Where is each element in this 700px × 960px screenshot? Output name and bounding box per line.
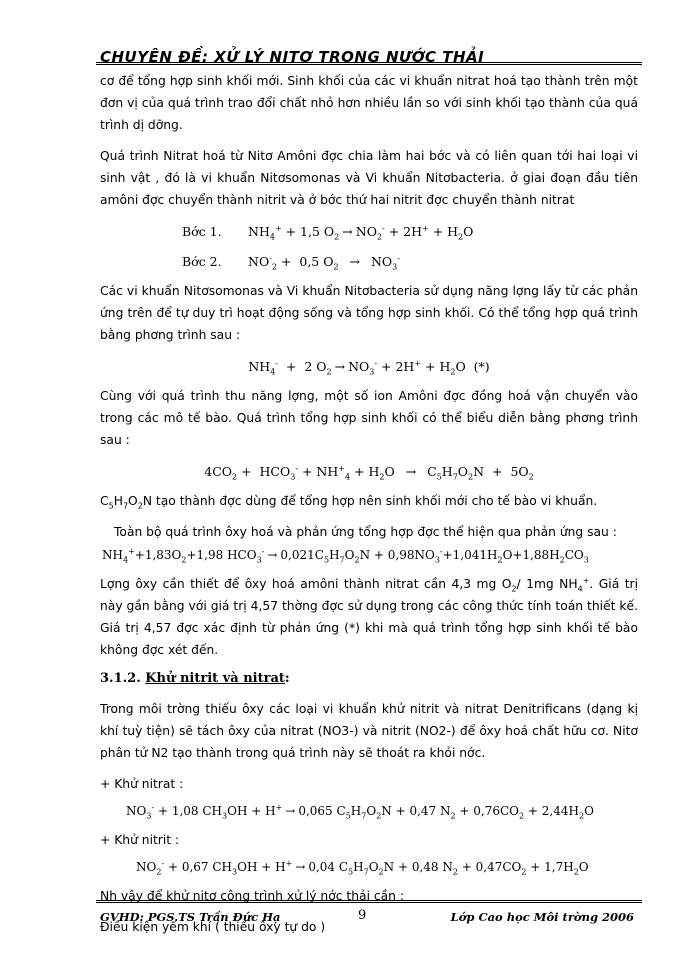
- paragraph-1: cơ để tổng hợp sinh khối mới. Sinh khối của các vi khuẩn nitrat hoá tạo thành trên một đơn vị của quá trình trao đổi chất nhỏ hơn nhiều lần so với sinh khối tạo thành của quá trình dị dỡng.: [100, 74, 638, 132]
- paragraph-12: Điều kiện yếm khí ( thiếu ôxy tự do ): [100, 920, 326, 934]
- section-heading: [100, 671, 638, 686]
- paragraph-11: Nh vậy để khử nitơ công trình xử lý nớc thải cần :: [100, 889, 405, 903]
- step-1-label: Bớc 1.: [182, 224, 222, 239]
- footer-class: Lớp Cao học Môi trờng 2006: [450, 910, 634, 924]
- paragraph-7-b: / 1mg NH: [516, 577, 578, 591]
- equation-step-2: Bớc 2. $NO^-_2 + 0,5$ $O_2 \to NO_3^-$: [100, 250, 638, 274]
- paragraph-8: Trong môi trờng thiếu ôxy các loại vi khuẩn khử nitrit và nitrat Denitrificans (dạng kị khí tuỳ tiện) sẽ tách ôxy của nitrat (NO3-) và nitrit (NO2-) để ôxy hoá chất hữu cơ. Nitơ phân tử N2 tạo thành trong quá trình này sẽ thoát ra khỏi nớc.: [100, 702, 638, 760]
- page-number: 9: [358, 908, 367, 923]
- page-content: [100, 70, 638, 947]
- paragraph-9: + Khử nitrat :: [100, 777, 184, 791]
- paragraph-2: Quá trình Nitrat hoá từ Nitơ Amôni đợc chia làm hai bớc và có liên quan tới hai loại vi sinh vật , đó là vi khuẩn Nitơsomonas và Vi khuẩn Nitơbacteria. ở giai đoạn đầu tiên amôni đợc chuyển thành nitrit và ở bớc thứ hai nitrit đợc chuyển thành nitrat: [100, 149, 638, 207]
- paragraph-3: Các vi khuẩn Nitơsomonas và Vi khuẩn Nitơbacteria sử dụng năng lợng lấy từ các phản ứng trên để tự duy trì hoạt động sống và tổng hợp sinh khối. Có thể tổng hợp quá trình bằng phơng trình sau :: [100, 284, 638, 342]
- page-footer: [100, 908, 640, 930]
- equation-star: (*): [473, 359, 490, 374]
- paragraph-7-a: Lợng ôxy cần thiết để ôxy hoá amôni thành nitrat cần 4,3 mg O: [100, 577, 512, 591]
- section-title: Khử nitrit và nitrat: [145, 671, 285, 686]
- step-2-label: Bớc 2.: [182, 254, 222, 269]
- paragraph-4: Cùng với quá trình thu năng lợng, một số ion Amôni đợc đồng hoá vận chuyển vào trong các mô tế bào. Quá trình tổng hợp sinh khối có thể biểu diễn bằng phơng trình sau :: [100, 389, 638, 447]
- paragraph-5: $C_5H_7O_2N$ tạo thành đợc dùng để tổng hợp nên sinh khối mới cho tế bào vi khuẩn.: [100, 494, 598, 511]
- paragraph-6: Toàn bộ quá trình ôxy hoá và phản ứng tổng hợp đợc thể hiện qua phản ứng sau :: [114, 525, 617, 539]
- paragraph-7: Lợng ôxy cần thiết để ôxy hoá amôni thành nitrat cần 4,3 mg $O_2/$ 1mg $NH_4^+$. Giá trị này gần bằng với giá trị 4,57 thờng đợc sử dụng trong các công thức tính toán thiết kế. Giá trị 4,57 đợc xác định từ phản ứng (*) khi mà quá trình tổng hợp sinh khối tế bào không đợc xét đến.: [100, 575, 638, 657]
- paragraph-10: + Khử nitrit :: [100, 833, 180, 847]
- footer-rule: [96, 900, 642, 903]
- section-colon: :: [284, 671, 290, 686]
- equation-full: $NH_4^++1,83O_2+1,98$ $HCO_3^- \to 0,021C_5H_7O_2N + 0,98NO_3^-+1,041H_2O+1,88H_2CO_3$: [102, 547, 589, 565]
- paragraph-7-c: . Giá trị này gần bằng với giá trị 4,57 thờng đợc sử dụng trong các công thức tính toán thiết kế. Giá trị 4,57 đợc xác định từ phản ứng (*) khi mà quá trình tổng hợp sinh khối tế bào không đợc xét đến.: [100, 577, 638, 657]
- section-number: 3.1.2.: [100, 671, 141, 686]
- equation-overall: $NH_4^- + 2$ $O_2 \to NO_3^- + 2H^+ + H_2O$ (*): [248, 358, 490, 377]
- equation-denitrite: $NO_2^- + 0,67$ $CH_3OH + H^+ \to 0,04$ $C_5H_7O_2N + 0,48$ $N_2 + 0,47CO_2 + 1,7H_2O$: [136, 859, 589, 877]
- header-rule: [96, 62, 642, 65]
- equation-step-1: Bớc 1. $NH_4^+ + 1,5$ $O_2 \to NO_2^- + 2H^+ + H_2O$: [100, 220, 638, 244]
- equation-synthesis: $4CO_2 + HCO_3^- + NH^+_4 + H_2O \to C_5H_7O_2N + 5O_2$: [204, 463, 534, 482]
- header-title: CHUYÊN ĐỀ: XỬ LÝ NITƠ TRONG NƯỚC THẢI: [100, 48, 485, 66]
- footer-advisor: GVHD: PGS.TS Trần Đức Hạ: [100, 910, 281, 924]
- paragraph-5-text: tạo thành đợc dùng để tổng hợp nên sinh khối mới cho tế bào vi khuẩn.: [152, 494, 598, 508]
- equation-denitrate: $NO_3^- + 1,08$ $CH_3OH + H^+ \to 0,065$ $C_5H_7O_2N + 0,47$ $N_2 + 0,76CO_2 + 2,44H_2O$: [126, 803, 594, 821]
